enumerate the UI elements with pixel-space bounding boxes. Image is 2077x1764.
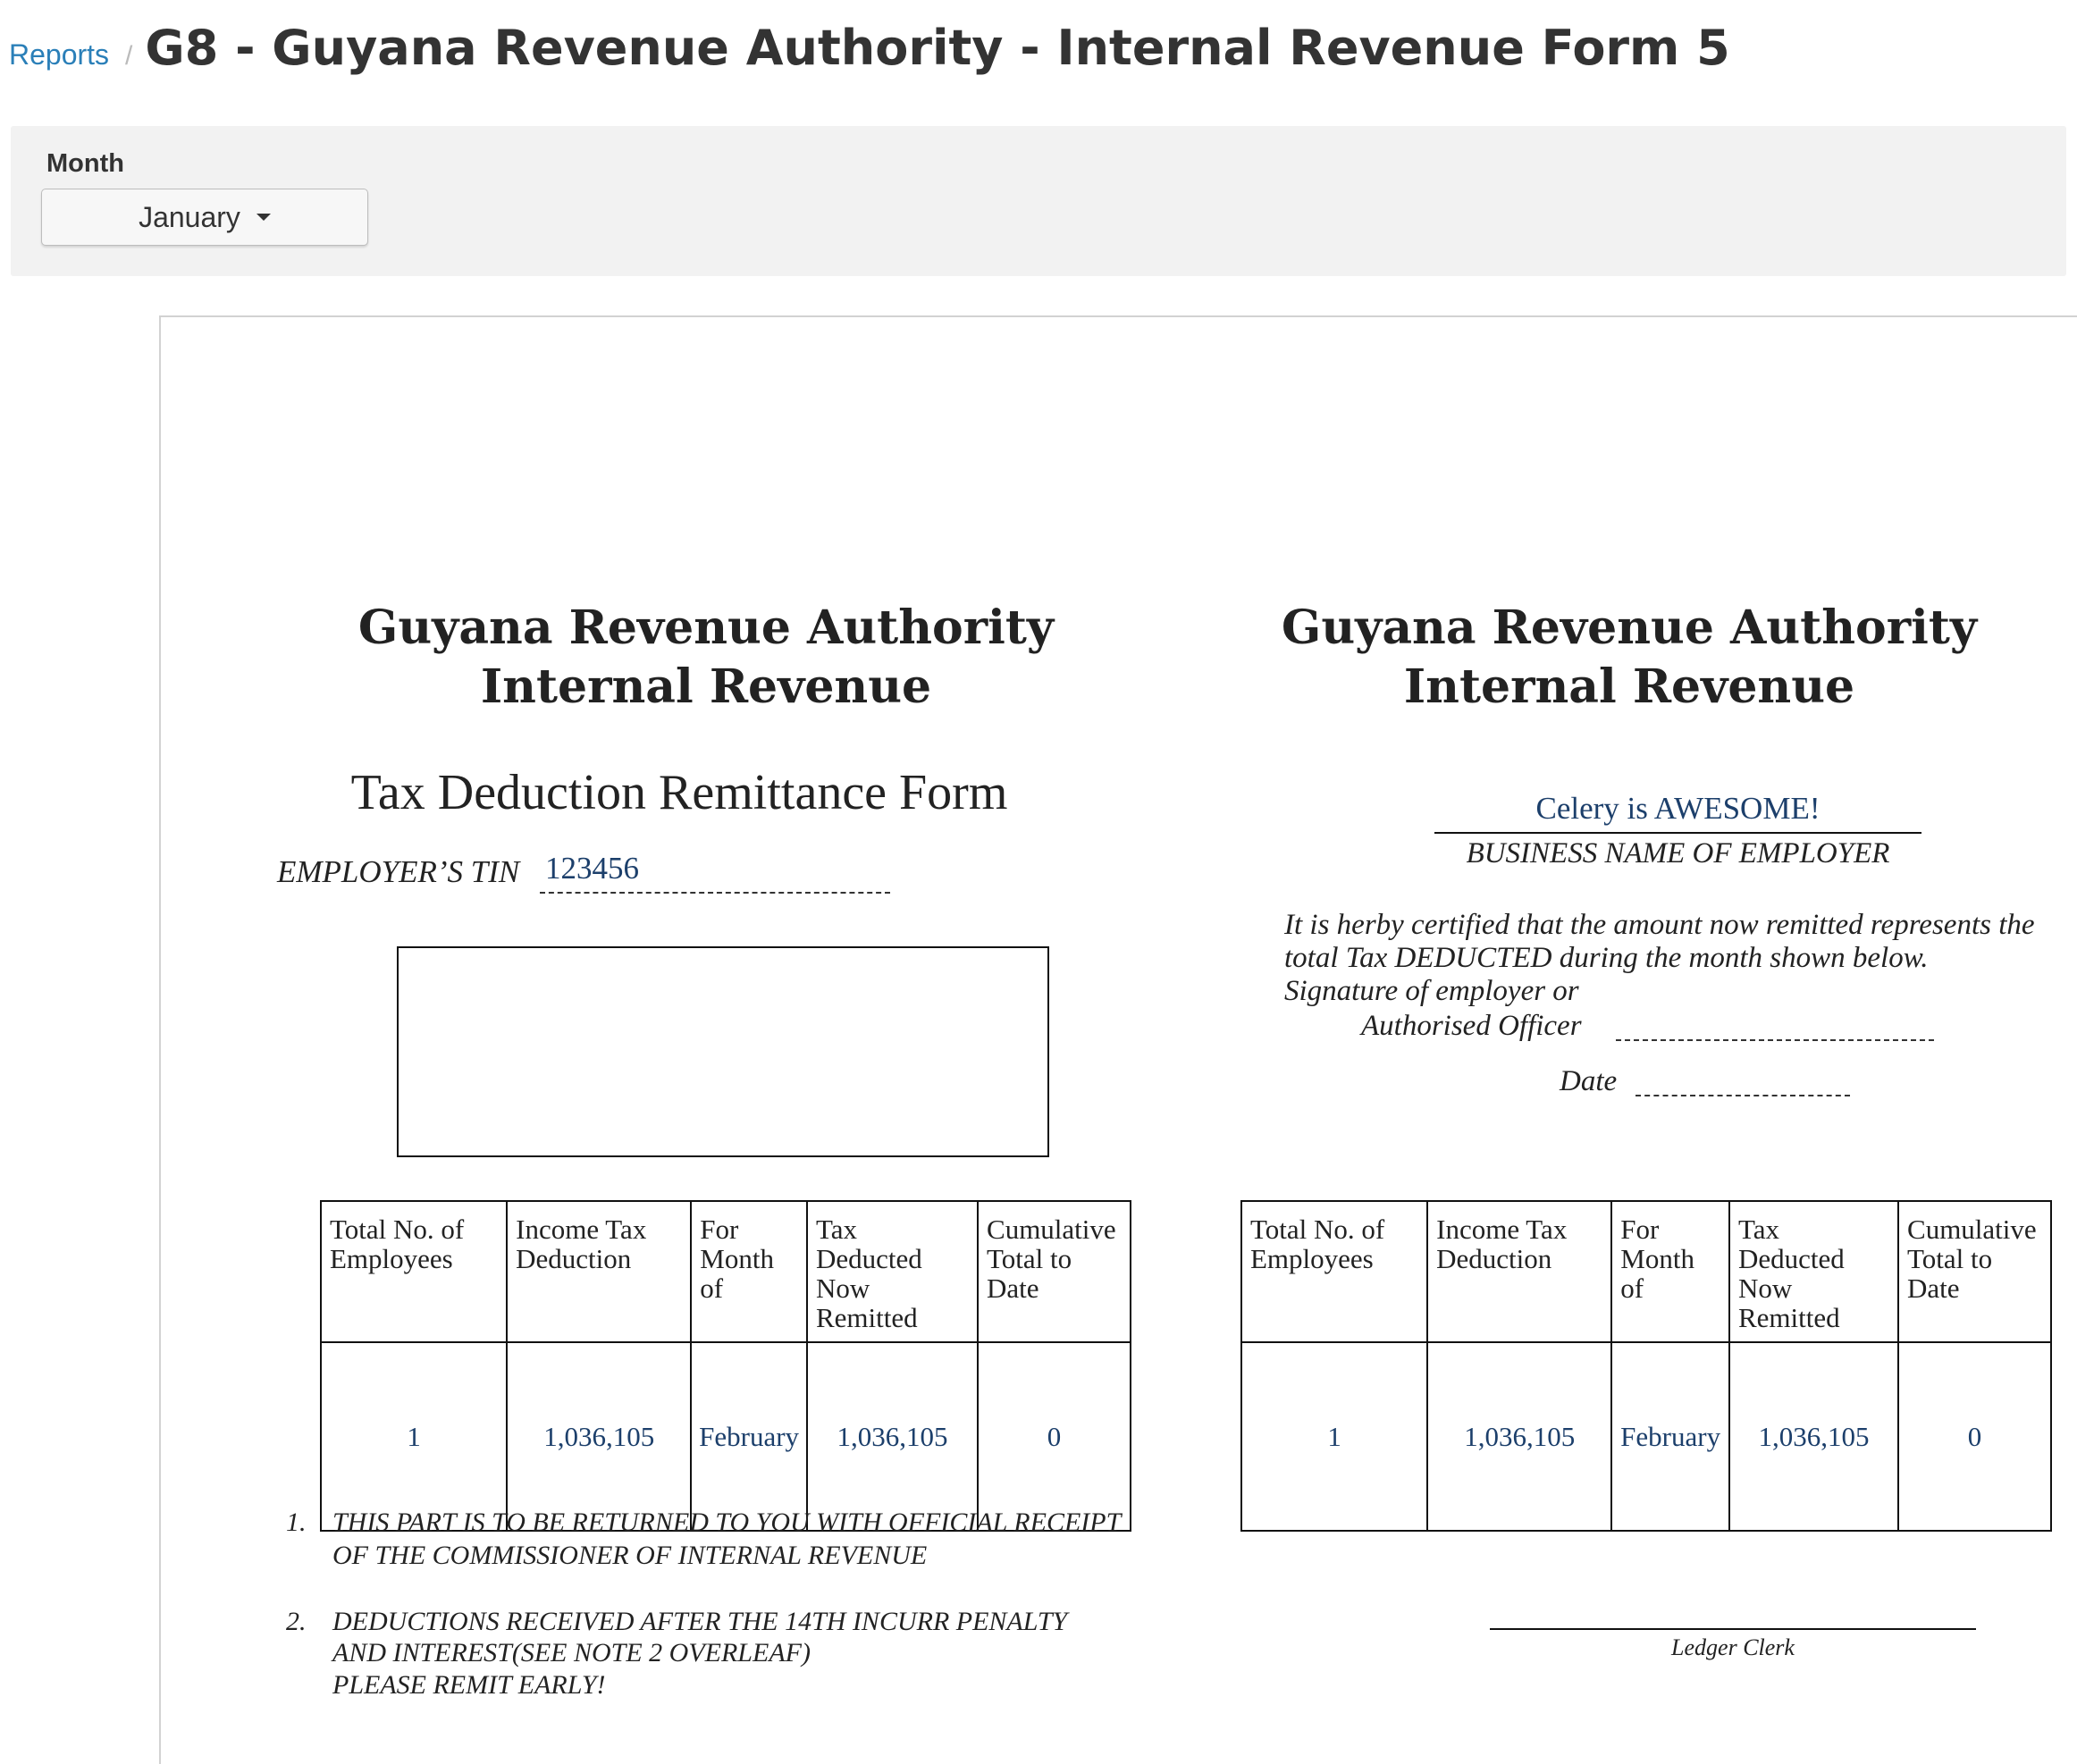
signature-label-line1: Signature of employer or	[1284, 975, 1579, 1007]
col-header-income-tax: Income Tax Deduction	[1427, 1201, 1611, 1342]
col-header-employees: Total No. of Employees	[1241, 1201, 1427, 1342]
form-title: Tax Deduction Remittance Form	[350, 765, 1008, 820]
col-header-cumulative: Cumulative Total to Date	[1898, 1201, 2051, 1342]
note-1-number: 1.	[286, 1508, 307, 1537]
business-name-value: Celery is AWESOME!	[1434, 791, 1921, 834]
month-dropdown-value: January	[139, 200, 240, 233]
note-2-number: 2.	[286, 1607, 307, 1636]
left-authority-heading	[349, 599, 1064, 717]
cell-cumulative: 0	[1898, 1342, 2051, 1531]
note-2-line2: AND INTEREST(SEE NOTE 2 OVERLEAF)	[332, 1638, 811, 1667]
page-title: G8 - Guyana Revenue Authority - Internal Revenue Form 5	[145, 20, 1730, 76]
cell-month: February	[691, 1342, 807, 1531]
month-dropdown[interactable]	[41, 189, 368, 246]
table-row	[1241, 1342, 2051, 1531]
cell-income-tax: 1,036,105	[1427, 1342, 1611, 1531]
table-header-row	[321, 1201, 1131, 1342]
employer-tin-value: 123456	[540, 851, 890, 894]
right-authority-heading	[1272, 599, 1987, 717]
cell-employees: 1	[321, 1342, 507, 1531]
cell-cumulative: 0	[978, 1342, 1131, 1531]
cell-month: February	[1611, 1342, 1729, 1531]
table-header-row	[1241, 1201, 2051, 1342]
month-label: Month	[46, 149, 124, 178]
business-name-caption: BUSINESS NAME OF EMPLOYER	[1466, 837, 1890, 869]
left-authority-line1: Guyana Revenue Authority	[357, 601, 1055, 655]
note-2-line3: PLEASE REMIT EARLY!	[332, 1670, 606, 1700]
breadcrumb-reports-link[interactable]: Reports	[9, 38, 110, 71]
left-authority-line2: Internal Revenue	[480, 659, 932, 714]
breadcrumb	[9, 20, 1730, 76]
col-header-income-tax: Income Tax Deduction	[507, 1201, 691, 1342]
right-remittance-table	[1240, 1200, 2052, 1532]
ledger-clerk-line	[1490, 1628, 1976, 1630]
date-label: Date	[1560, 1065, 1618, 1097]
left-remittance-table	[320, 1200, 1131, 1532]
employer-tin-label: EMPLOYER’S TIN	[277, 854, 520, 889]
col-header-remitted: Tax Deducted Now Remitted	[1729, 1201, 1898, 1342]
cell-employees: 1	[1241, 1342, 1427, 1531]
filter-panel	[11, 126, 2066, 276]
note-1-line2: OF THE COMMISSIONER OF INTERNAL REVENUE	[332, 1541, 928, 1570]
report-document	[159, 315, 2077, 1764]
col-header-remitted: Tax Deducted Now Remitted	[807, 1201, 978, 1342]
date-line	[1636, 1095, 1850, 1096]
signature-label-line2: Authorised Officer	[1361, 1010, 1582, 1042]
cell-income-tax: 1,036,105	[507, 1342, 691, 1531]
table-row	[321, 1342, 1131, 1531]
cell-remitted: 1,036,105	[807, 1342, 978, 1531]
col-header-month: For Month of	[691, 1201, 807, 1342]
signature-line	[1616, 1039, 1934, 1041]
breadcrumb-separator: /	[125, 41, 133, 71]
col-header-cumulative: Cumulative Total to Date	[978, 1201, 1131, 1342]
caret-down-icon	[256, 214, 271, 221]
certification-text: It is herby certified that the amount now remitted represents the total Tax DEDUCTED during the month shown below.	[1284, 909, 2035, 974]
ledger-clerk-label: Ledger Clerk	[1671, 1634, 1795, 1660]
cell-remitted: 1,036,105	[1729, 1342, 1898, 1531]
col-header-employees: Total No. of Employees	[321, 1201, 507, 1342]
right-authority-line2: Internal Revenue	[1403, 659, 1855, 714]
receipt-stamp-box	[397, 946, 1049, 1157]
note-1-line1: THIS PART IS TO BE RETURNED TO YOU WITH OFFICIAL RECEIPT	[332, 1508, 1122, 1537]
note-2-line1: DEDUCTIONS RECEIVED AFTER THE 14TH INCURR PENALTY	[332, 1607, 1068, 1636]
right-authority-line1: Guyana Revenue Authority	[1281, 601, 1978, 655]
col-header-month: For Month of	[1611, 1201, 1729, 1342]
